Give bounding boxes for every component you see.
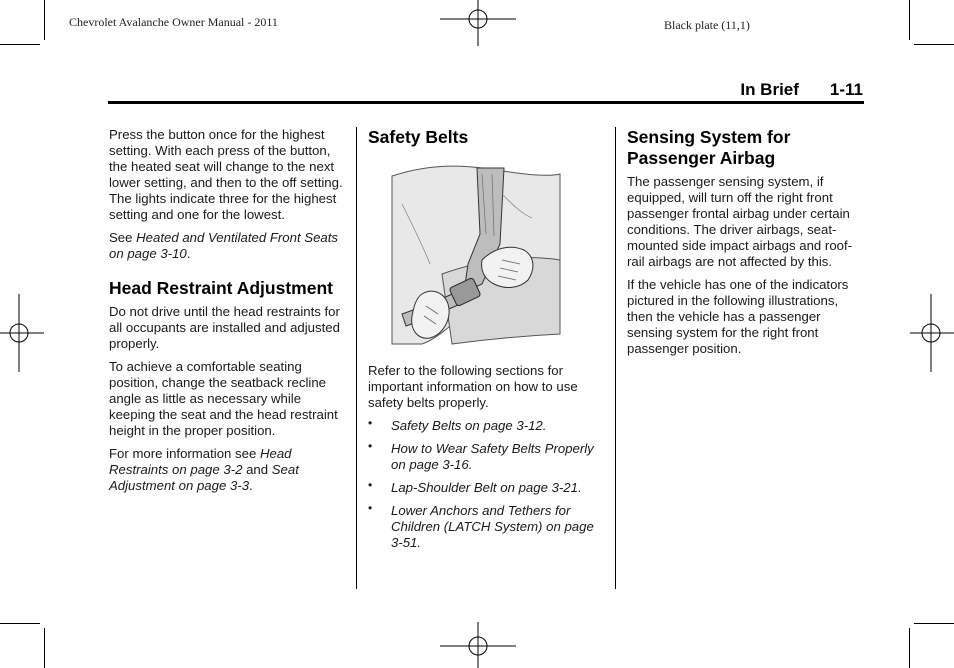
registration-mark-right bbox=[910, 294, 954, 372]
list-item[interactable]: • Lower Anchors and Tethers for Children (LATCH System) on page 3-51. bbox=[368, 503, 606, 551]
list-item[interactable]: • How to Wear Safety Belts Properly on page 3-16. bbox=[368, 441, 606, 473]
page-reference-link[interactable]: Head Restraints on page 3-2 bbox=[109, 446, 292, 477]
list-item[interactable]: • Lap-Shoulder Belt on page 3-21. bbox=[368, 480, 606, 496]
paragraph: Refer to the following sections for important information on how to use safety belts properly. bbox=[368, 363, 578, 410]
seat-belt-illustration bbox=[382, 164, 562, 346]
paragraph: See Heated and Ventilated Front Seats on page 3-10. bbox=[109, 230, 338, 261]
column-divider bbox=[356, 127, 357, 589]
crop-mark bbox=[0, 623, 40, 624]
section-header bbox=[740, 80, 863, 100]
registration-mark-top bbox=[440, 0, 516, 46]
header-rule bbox=[108, 101, 864, 104]
heading-sensing-system: Sensing System for Passenger Airbag bbox=[627, 127, 791, 168]
reference-list bbox=[368, 418, 606, 551]
crop-mark bbox=[44, 0, 45, 40]
page-number: 1-11 bbox=[829, 80, 863, 99]
list-item[interactable]: • Safety Belts on page 3-12. bbox=[368, 418, 606, 434]
heading-safety-belts: Safety Belts bbox=[368, 127, 469, 147]
paragraph: The passenger sensing system, if equipped, will turn off the right front passenger frontal airbag under certain conditions. The driver airbags, seat-mounted side impact airbags and roof-rail airbags are not affected by this. bbox=[627, 174, 853, 269]
registration-mark-bottom bbox=[440, 622, 516, 668]
crop-mark bbox=[914, 623, 954, 624]
page-reference-link[interactable]: Seat Adjustment on page 3-3 bbox=[109, 462, 299, 493]
column-2 bbox=[368, 127, 606, 558]
crop-mark bbox=[44, 628, 45, 668]
paragraph: Press the button once for the highest setting. With each press of the button, the heated seat will change to the next lower setting, and then to the off setting. The lights indicate three for the highest setting and one for the lowest. bbox=[109, 127, 343, 222]
page-reference-link[interactable]: Heated and Ventilated Front Seats on page 3-10 bbox=[109, 230, 338, 261]
manual-title: Chevrolet Avalanche Owner Manual - 2011 bbox=[69, 15, 278, 29]
crop-mark bbox=[909, 0, 910, 40]
heading-head-restraint: Head Restraint Adjustment bbox=[109, 278, 333, 298]
paragraph: Do not drive until the head restraints for all occupants are installed and adjusted properly. bbox=[109, 304, 340, 351]
registration-mark-left bbox=[0, 294, 44, 372]
column-3 bbox=[627, 127, 863, 364]
column-divider bbox=[615, 127, 616, 589]
column-1 bbox=[109, 127, 347, 501]
crop-mark bbox=[0, 44, 40, 45]
plate-label: Black plate (11,1) bbox=[664, 18, 750, 32]
crop-mark bbox=[914, 44, 954, 45]
crop-mark bbox=[909, 628, 910, 668]
paragraph: If the vehicle has one of the indicators pictured in the following illustrations, then the vehicle has a passenger sensing system for the right front passenger position. bbox=[627, 277, 849, 356]
paragraph: For more information see Head Restraints on page 3-2 and Seat Adjustment on page 3-3. bbox=[109, 446, 299, 493]
paragraph: To achieve a comfortable seating position, change the seatback recline angle as little as necessary while keeping the seat and the head restraint height in the proper position. bbox=[109, 359, 338, 438]
section-name: In Brief bbox=[740, 80, 799, 99]
